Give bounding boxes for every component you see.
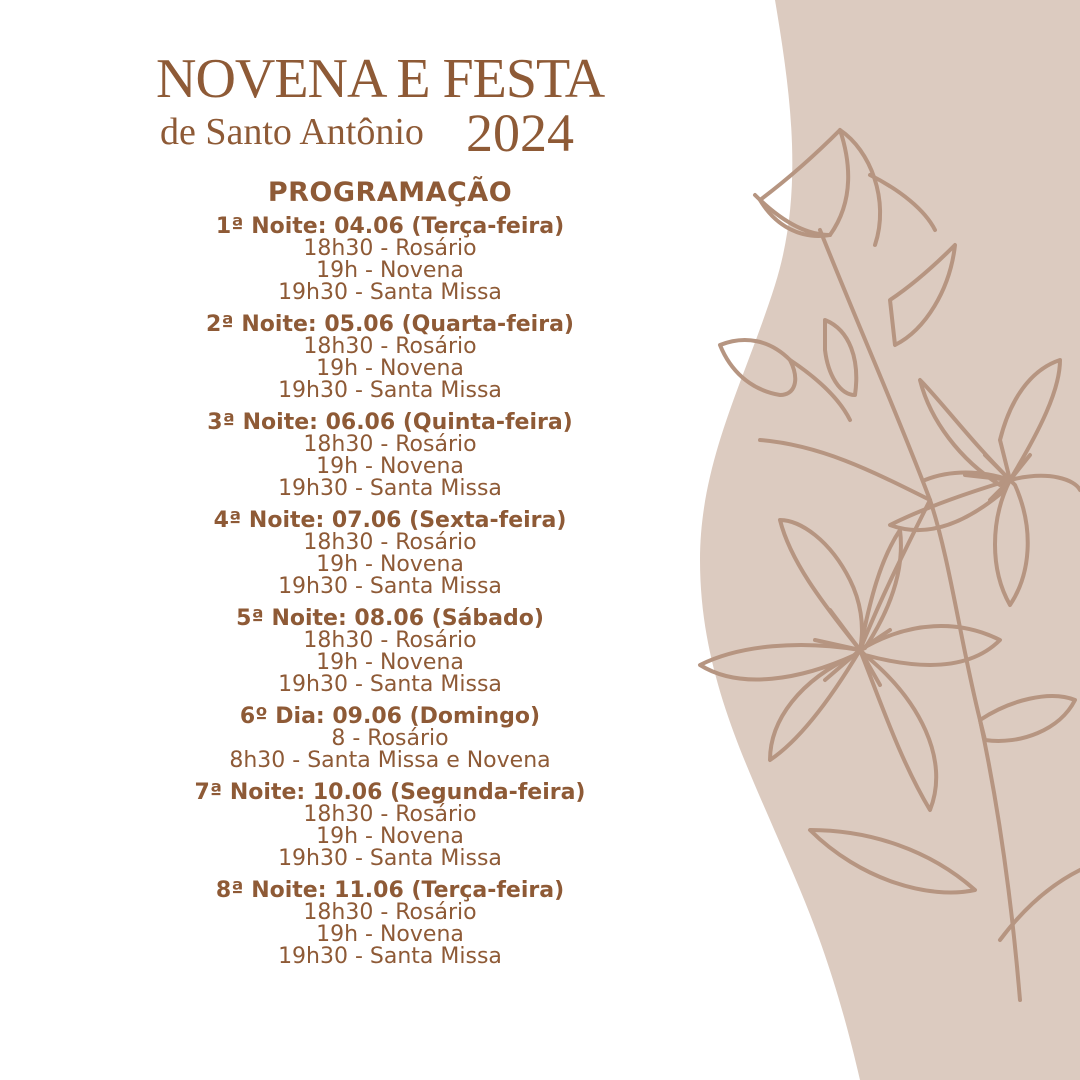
list-item [0,782,780,870]
schedule-line: 19h30 - Santa Missa [278,476,502,501]
schedule-line: 18h30 - Rosário [303,334,477,359]
schedule-line: 19h30 - Santa Missa [278,846,502,871]
night-title: 4ª Noite: 07.06 (Sexta-feira) [213,508,567,533]
schedule-line: 19h30 - Santa Missa [278,378,502,403]
night-title: 3ª Noite: 06.06 (Quinta-feira) [207,410,573,435]
program-heading: PROGRAMAÇÃO [267,177,513,208]
list-item [0,216,780,304]
nights-list [0,216,780,978]
night-title: 7ª Noite: 10.06 (Segunda-feira) [194,780,586,805]
event-subtitle: de Santo Antônio [160,111,424,153]
schedule-line: 19h - Novena [316,650,464,675]
schedule-line: 18h30 - Rosário [303,628,477,653]
schedule-line: 19h - Novena [316,258,464,283]
list-item [0,880,780,968]
list-item [0,510,780,598]
schedule-line: 19h - Novena [316,552,464,577]
schedule-line: 19h - Novena [316,922,464,947]
night-title: 8ª Noite: 11.06 (Terça-feira) [215,878,565,903]
schedule-line: 18h30 - Rosário [303,530,477,555]
list-item [0,314,780,402]
schedule-line: 8 - Rosário [331,726,449,751]
schedule-line: 8h30 - Santa Missa e Novena [229,748,551,773]
schedule-line: 18h30 - Rosário [303,900,477,925]
night-title: 6º Dia: 09.06 (Domingo) [239,704,541,729]
schedule-line: 18h30 - Rosário [303,802,477,827]
schedule-line: 19h30 - Santa Missa [278,672,502,697]
schedule-line: 19h30 - Santa Missa [278,280,502,305]
night-title: 2ª Noite: 05.06 (Quarta-feira) [206,312,574,337]
list-item [0,412,780,500]
night-title: 1ª Noite: 04.06 (Terça-feira) [215,214,565,239]
schedule-line: 18h30 - Rosário [303,432,477,457]
program-schedule [0,176,780,969]
schedule-line: 19h - Novena [316,356,464,381]
schedule-line: 19h - Novena [316,454,464,479]
schedule-line: 19h30 - Santa Missa [278,944,502,969]
night-title: 5ª Noite: 08.06 (Sábado) [236,606,544,631]
schedule-line: 19h - Novena [316,824,464,849]
event-year: 2024 [466,103,574,163]
schedule-line: 18h30 - Rosário [303,236,477,261]
list-item [0,608,780,696]
schedule-line: 19h30 - Santa Missa [278,574,502,599]
list-item [0,706,780,772]
event-title: NOVENA E FESTA [156,48,605,110]
